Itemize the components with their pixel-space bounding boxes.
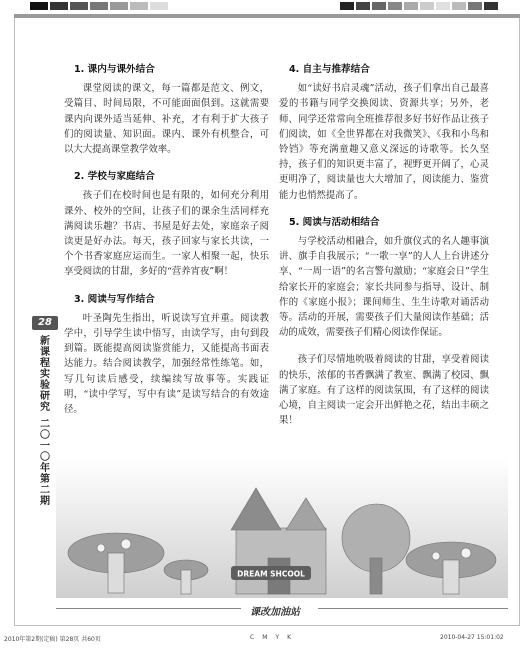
left-column <box>64 62 269 429</box>
section-heading: 3. 阅读与写作结合 <box>74 293 155 305</box>
section-1 <box>64 62 269 157</box>
section-paragraph: 孩子们在校时间也是有限的，如何充分利用课外、校外的空间，让孩子们的课余生活同样充满阅读乐趣？书店、书屋是好去处，家庭亲子阅读更是好办法。每天，孩子回家与家长共读，一个个书香家庭应运而生。一家人相聚一起，快乐享受阅读的甘甜，多好的“营养宵夜”啊！ <box>64 190 269 278</box>
register-block <box>404 2 418 10</box>
sign-text: DREAM SHCOOL <box>237 569 305 579</box>
right-column <box>279 62 489 440</box>
page-top-rule <box>14 14 520 18</box>
register-block <box>90 2 108 10</box>
section-4 <box>279 62 489 203</box>
section-heading: 4. 自主与推荐结合 <box>289 64 370 75</box>
section-paragraph: 课堂阅读的课文，每一篇都是范文、例文，受篇目、时间局限，不可能面面俱到。这就需要课内向课外适当延伸、补充，才有利于扩大孩子们的阅读量、知识面。课内、课外有机整合，可以大大提高课堂教学效率。 <box>64 83 269 156</box>
section-paragraph: 叶圣陶先生指出，听说读写宜并重。阅读教学中，引导学生读中悟写，由读学写，由句到段到篇。既能提高阅读鉴赏能力，又能提高书面表达能力。结合阅读教学，加强经常性练笔。如，写几句读后感受，续编续写故事等。实践证明，“读中学写，写中有读”是读写结合的有效途径。 <box>64 312 269 416</box>
section-paragraph: 孩子们尽情地吮吸着阅读的甘甜，享受着阅读的快乐，浓郁的书香飘满了教室、飘满了校园、飘满了家庭。有了这样的阅读氛围，有了这样的阅读心境，自主阅读一定会开出鲜艳之花，结出丰硕之果！ <box>279 354 489 427</box>
color-mark: C <box>250 634 263 641</box>
color-mark: M <box>262 634 276 641</box>
section-heading: 5. 阅读与活动相结合 <box>289 216 380 228</box>
register-block <box>50 2 68 10</box>
color-mark: Y <box>275 634 288 641</box>
footer-rule <box>56 608 241 609</box>
register-block <box>452 2 466 10</box>
register-block <box>356 2 370 10</box>
section-paragraph: 如“读好书启灵魂”活动，孩子们拿出自己最喜爱的书籍与同学交换阅读、资源共享；另外，老师、同学还常常向全班推荐很多好书好作品让孩子们阅读，如《全世界都在对我微笑》、《我和小鸟和铃铛》等充满童趣又意义深远的诗歌等。长久坚持，孩子们的知识更丰富了，视野更开阔了，心灵更明净了，阅读量也大大增加了，阅读能力、鉴赏能力也悄然提高了。 <box>279 83 489 201</box>
footer-rule <box>318 608 508 609</box>
dream-school-sign <box>231 566 311 580</box>
section-3 <box>64 292 269 418</box>
section-2 <box>64 169 269 279</box>
register-block <box>70 2 88 10</box>
register-block <box>468 2 482 10</box>
register-block <box>110 2 128 10</box>
register-block <box>372 2 386 10</box>
section-5 <box>279 215 489 429</box>
journal-title: 新课程实验研究 <box>40 336 50 413</box>
register-block <box>30 2 48 10</box>
register-block <box>388 2 402 10</box>
register-block <box>150 2 168 10</box>
print-info-left: 2010年第2期(定稿) 第28页 共60页 <box>4 636 101 643</box>
register-block <box>484 2 498 10</box>
register-block <box>340 2 354 10</box>
print-register-strip <box>0 0 530 14</box>
section-heading: 2. 学校与家庭结合 <box>74 171 155 183</box>
color-marks <box>250 634 299 641</box>
section-heading: 1. 课内与课外结合 <box>74 64 155 75</box>
footer-slogan: 课改加油站 <box>250 607 300 618</box>
issue-label: 二〇一〇年第二期 <box>40 419 50 507</box>
side-label <box>34 316 56 507</box>
dream-school-illustration <box>56 458 508 598</box>
register-block <box>436 2 450 10</box>
print-info-right: 2010-04-27 15:01:02 <box>440 634 504 641</box>
register-block <box>420 2 434 10</box>
page-number-badge: 28 <box>32 316 58 330</box>
color-mark: K <box>287 634 299 641</box>
register-block <box>130 2 148 10</box>
section-paragraph: 与学校活动相融合，如升旗仪式的名人趣事演讲、旗手自我展示；“一歌一享”的人人上台讲述分享、“一周一语”的名言警句激励；“家庭会日”学生给家长开的家庭会；家长共同参与指导、设计、制作的《家庭小报》；课间师生、生生诗歌对诵活动等。活动的开展，需要孩子们大量阅读作基础；活动的成效，需要孩子们精心阅读作保证。 <box>279 236 489 339</box>
